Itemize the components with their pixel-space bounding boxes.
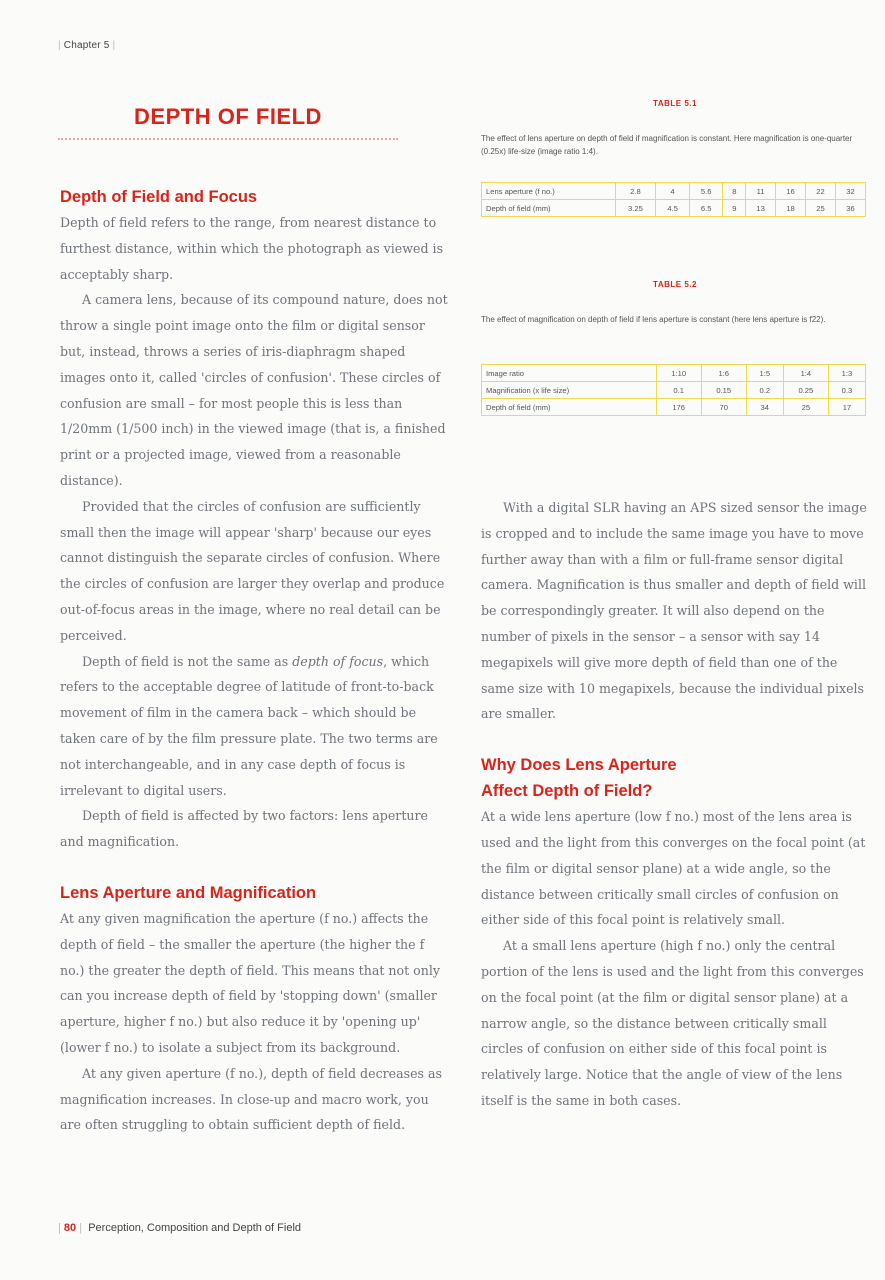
table-cell: 2.8 bbox=[615, 183, 656, 200]
page-footer: | 80 | Perception, Composition and Depth of Field bbox=[58, 1222, 302, 1234]
table-cell: 36 bbox=[835, 200, 865, 217]
table1-caption: The effect of lens aperture on depth of field if magnification is constant. Here magnification is one-quarter (0.25x) life-size (image ratio 1:4). bbox=[481, 134, 853, 156]
table-cell: 1:4 bbox=[783, 365, 828, 382]
footer-title: Perception, Composition and Depth of Field bbox=[88, 1222, 302, 1234]
table-row bbox=[482, 183, 866, 200]
table-cell: 8 bbox=[723, 183, 746, 200]
table-cell: 13 bbox=[746, 200, 776, 217]
table-row bbox=[482, 399, 866, 416]
table1-label: TABLE 5.1 bbox=[653, 99, 697, 108]
paragraph: At any given aperture (f no.), depth of field decreases as magnification increases. In close-up and macro work, you are often struggling to obtain sufficient depth of field. bbox=[60, 1065, 442, 1133]
left-column bbox=[60, 184, 448, 1138]
chapter-label: Chapter 5 bbox=[63, 40, 110, 51]
table-cell: 18 bbox=[776, 200, 806, 217]
table-cell: 0.2 bbox=[746, 382, 783, 399]
chapter-tag: | Chapter 5 | bbox=[58, 40, 116, 51]
table-cell: 17 bbox=[828, 399, 865, 416]
title-divider bbox=[58, 138, 398, 140]
paragraph: Depth of field is not the same as depth of focus, which refers to the acceptable degree of latitude of front-to-back movement of film in the camera back – which should be taken care of by the film pressure plate. The two terms are not interchangeable, and in any case depth of focus is irrelevant to digital users. bbox=[60, 653, 438, 798]
heading-lens-aperture-and-magnification: Lens Aperture and Magnification bbox=[60, 883, 317, 902]
table-cell: 5.6 bbox=[689, 183, 723, 200]
table-cell: 0.25 bbox=[783, 382, 828, 399]
paragraph: Depth of field is affected by two factors: lens aperture and magnification. bbox=[60, 808, 428, 850]
table-row bbox=[482, 200, 866, 217]
table-cell: 22 bbox=[806, 183, 836, 200]
table-row bbox=[482, 365, 866, 382]
row-label: Lens aperture (f no.) bbox=[482, 183, 616, 200]
paragraph: Provided that the circles of confusion are sufficiently small then the image will appear 'sharp' because our eyes cannot distinguish the separate circles of confusion. Where the circles of confusion are larger they overlap and produce out-of-focus areas in the image, where no real detail can be perceived. bbox=[60, 498, 445, 643]
table-cell: 25 bbox=[783, 399, 828, 416]
row-label: Magnification (x life size) bbox=[482, 382, 657, 399]
table-cell: 4.5 bbox=[656, 200, 690, 217]
paragraph: Depth of field refers to the range, from nearest distance to furthest distance, within which the photograph as viewed is acceptably sharp. bbox=[60, 215, 444, 282]
paragraph: With a digital SLR having an APS sized sensor the image is cropped and to include the same image you have to move further away than with a film or full-frame sensor digital camera. Magnification is thus smaller and depth of field will be correspondingly greater. It will also depend on the number of pixels in the sensor – a sensor with say 14 megapixels will give more depth of field than one of the same size with 10 megapixels, because the individual pixels are smaller. bbox=[481, 500, 867, 722]
table1 bbox=[481, 182, 866, 217]
table-cell: 1:10 bbox=[656, 365, 701, 382]
table2 bbox=[481, 364, 866, 416]
table-cell: 6.5 bbox=[689, 200, 723, 217]
table-cell: 16 bbox=[776, 183, 806, 200]
paragraph: At any given magnification the aperture (f no.) affects the depth of field – the smaller the aperture (the higher the f no.) the greater the depth of field. This means that not only can you increase depth of field by 'stopping down' (smaller aperture, higher f no.) but also reduce it by 'opening up' (lower f no.) to isolate a subject from its background. bbox=[60, 910, 440, 1055]
table-cell: 34 bbox=[746, 399, 783, 416]
paragraph: At a wide lens aperture (low f no.) most of the lens area is used and the light from this converges on the focal point (at the film or digital sensor plane) at a wide angle, so the distance between critically small circles of confusion on either side of this focal point is relatively small. bbox=[481, 809, 866, 928]
row-label: Depth of field (mm) bbox=[482, 399, 657, 416]
page-number: 80 bbox=[63, 1222, 77, 1234]
table-cell: 3.25 bbox=[615, 200, 656, 217]
row-label: Depth of field (mm) bbox=[482, 200, 616, 217]
row-label: Image ratio bbox=[482, 365, 657, 382]
page-title: DEPTH OF FIELD bbox=[134, 104, 322, 129]
table-cell: 70 bbox=[701, 399, 746, 416]
table-row bbox=[482, 382, 866, 399]
table-cell: 4 bbox=[656, 183, 690, 200]
paragraph: At a small lens aperture (high f no.) only the central portion of the lens is used and the light from this converges on the focal point (at the film or digital sensor plane) at a narrow angle, so the distance between critically small circles of confusion on either side of this focal point is relatively large. Notice that the angle of view of the lens itself is the same in both cases. bbox=[481, 938, 864, 1108]
table-cell: 25 bbox=[806, 200, 836, 217]
table-cell: 0.1 bbox=[656, 382, 701, 399]
heading-why-does-lens-aperture: Why Does Lens Aperture Affect Depth of Field? bbox=[481, 756, 677, 801]
table-cell: 0.3 bbox=[828, 382, 865, 399]
table-cell: 176 bbox=[656, 399, 701, 416]
table-cell: 0.15 bbox=[701, 382, 746, 399]
table-cell: 32 bbox=[835, 183, 865, 200]
table-cell: 9 bbox=[723, 200, 746, 217]
table-cell: 1:5 bbox=[746, 365, 783, 382]
paragraph: A camera lens, because of its compound nature, does not throw a single point image onto the film or digital sensor but, instead, throws a series of iris-diaphragm shaped images onto it, called 'circles of confusion'. These circles of confusion are small – for most people this is less than 1/20mm (1/500 inch) in the viewed image (that is, a finished print or a projected image, viewed from a reasonable distance). bbox=[60, 292, 448, 488]
table-cell: 1:3 bbox=[828, 365, 865, 382]
table-cell: 11 bbox=[746, 183, 776, 200]
right-column bbox=[481, 495, 869, 1114]
table2-label: TABLE 5.2 bbox=[653, 280, 697, 289]
heading-depth-of-field-and-focus: Depth of Field and Focus bbox=[60, 188, 258, 206]
table2-caption: The effect of magnification on depth of field if lens aperture is constant (here lens aperture is f22). bbox=[481, 315, 826, 324]
table-cell: 1:6 bbox=[701, 365, 746, 382]
